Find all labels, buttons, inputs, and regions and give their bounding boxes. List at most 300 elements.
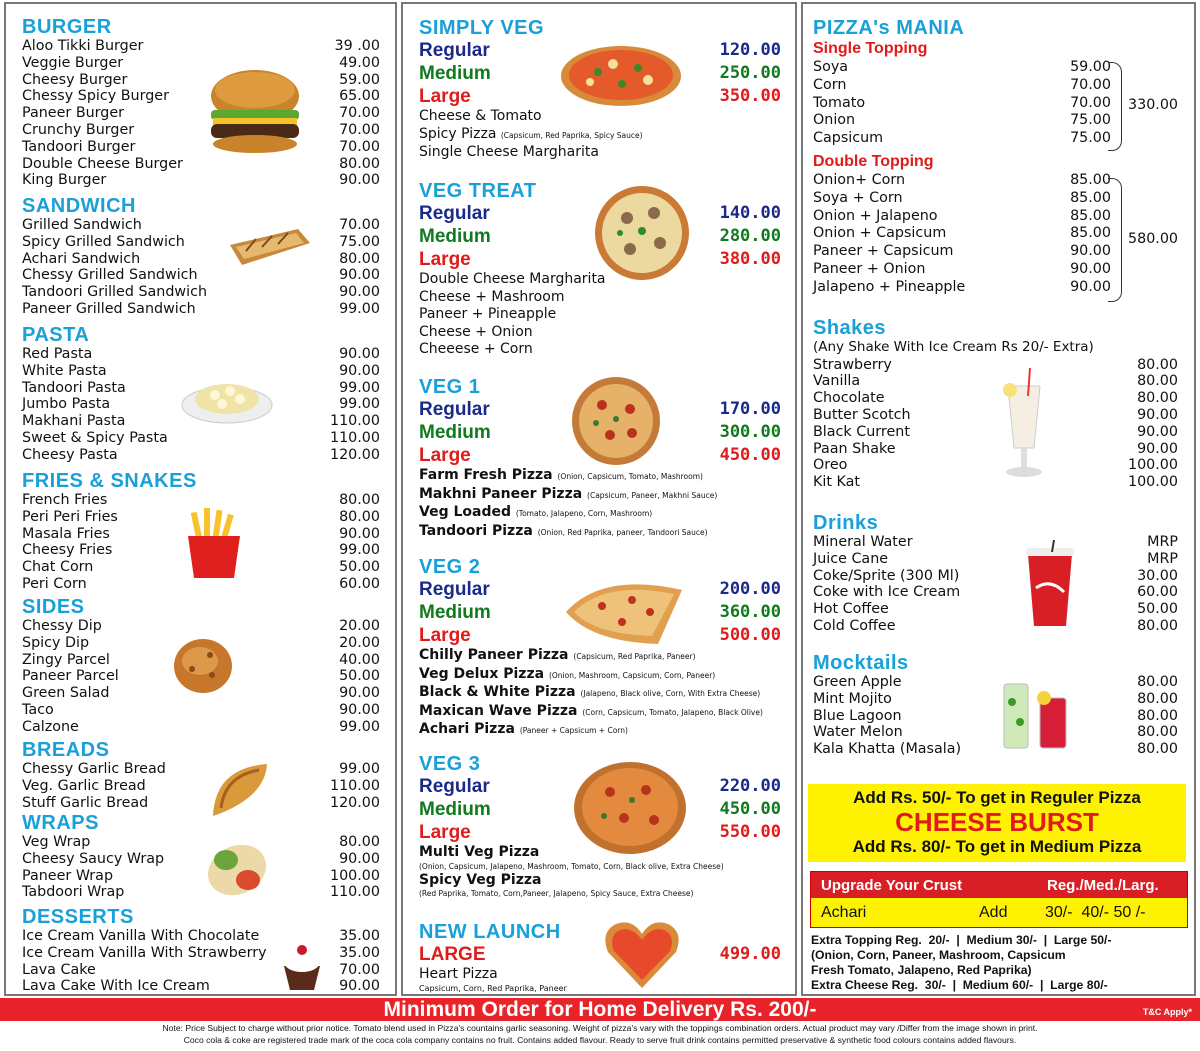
- topping-item: [813, 77, 1183, 95]
- pizza-image: [570, 375, 662, 467]
- item-name: Zingy Parcel: [22, 651, 110, 668]
- size-label: Large: [419, 822, 471, 843]
- list-item: [22, 447, 380, 464]
- item-price: 80.00: [1137, 390, 1178, 407]
- item-price: 80.00: [1137, 674, 1178, 690]
- extra-topping-info: [811, 933, 1191, 993]
- extra-cheese-prices: Extra Cheese Reg. 30/- | Medium 60/- | Large 80/-: [811, 978, 1108, 992]
- section-title: VEG 2: [419, 556, 481, 578]
- pizza-item: [419, 144, 781, 162]
- section-title: VEG TREAT: [419, 180, 537, 202]
- terms-apply-label: T&C Apply*: [1142, 1007, 1192, 1017]
- item-name: Tandoori Pasta: [22, 379, 126, 396]
- section-title: BREADS: [22, 739, 110, 761]
- footer-note: [0, 1022, 1200, 1046]
- pizza-name: Black & White Pizza: [419, 684, 576, 701]
- topping-price: 90.00: [1070, 278, 1111, 295]
- item-price: 100.00: [1127, 457, 1178, 474]
- section-wraps: [22, 812, 380, 901]
- item-price: 80.00: [1137, 741, 1178, 758]
- size-label: Regular: [419, 776, 490, 797]
- item-name: Lava Cake: [22, 961, 96, 978]
- pizza-item: [419, 324, 781, 342]
- item-name: Grilled Sandwich: [22, 217, 142, 233]
- pizza-ingredients: (Corn, Capsicum, Tomato, Jalapeno, Black Olive): [582, 707, 763, 717]
- single-topping-combo-price: 330.00: [1128, 97, 1179, 113]
- list-item: [813, 674, 1178, 691]
- pizza-name: Spicy Pizza: [419, 125, 497, 142]
- item-price: 120.00: [329, 446, 380, 463]
- item-price: 90.00: [1137, 440, 1178, 457]
- item-name: Mineral Water: [813, 534, 913, 550]
- list-item: [22, 284, 380, 301]
- item-price: 39 .00: [334, 38, 380, 54]
- item-price: 90.00: [339, 978, 380, 995]
- pizza-item: [419, 666, 781, 685]
- list-item: [22, 172, 380, 189]
- pizza-item: [419, 523, 781, 542]
- pizza-name: Cheese + Onion: [419, 323, 533, 340]
- section-burger: [22, 16, 380, 189]
- size-price: 360.00: [719, 602, 781, 622]
- pizza-image: [558, 42, 684, 110]
- section-title: Mocktails: [813, 652, 909, 674]
- pizza-name: Makhni Paneer Pizza: [419, 485, 583, 502]
- item-price: 75.00: [339, 233, 380, 250]
- new-launch-size-row: [419, 943, 781, 966]
- item-name: Taco: [22, 701, 54, 718]
- item-name: Veggie Burger: [22, 54, 124, 71]
- item-name: Stuff Garlic Bread: [22, 794, 149, 811]
- item-name: Juice Cane: [813, 550, 889, 567]
- pizza-item: [419, 872, 781, 900]
- item-price: 90.00: [339, 267, 380, 284]
- pizza-item: [419, 703, 781, 722]
- item-name: Heart Pizza: [419, 966, 498, 982]
- topping-name: Jalapeno + Pineapple: [813, 278, 966, 295]
- item-name: Cheesy Saucy Wrap: [22, 850, 165, 867]
- item-price: 120.00: [329, 794, 380, 811]
- burger-image: [205, 66, 305, 156]
- topping-price: 90.00: [1070, 260, 1111, 277]
- list-item: [813, 534, 1178, 551]
- size-label: LARGE: [419, 944, 486, 965]
- pizza-name: Veg Delux Pizza: [419, 665, 545, 682]
- item-price: 80.00: [1137, 617, 1178, 634]
- item-name: Blue Lagoon: [813, 707, 902, 724]
- item-name: Chat Corn: [22, 559, 94, 576]
- topping-name: Capsicum: [813, 130, 884, 147]
- item-name: Tabdoori Wrap: [22, 884, 125, 901]
- pizza-name: Single Cheese Margharita: [419, 144, 599, 161]
- crust-header-sizes: Reg./Med./Larg.: [1047, 876, 1159, 894]
- item-name: King Burger: [22, 172, 107, 189]
- list-item: [22, 105, 380, 122]
- size-price: 250.00: [719, 63, 781, 83]
- list-item: [22, 492, 380, 509]
- item-name: Red Pasta: [22, 346, 93, 362]
- pasta-image: [180, 373, 275, 425]
- list-item: [813, 691, 1178, 708]
- pizza-image: [572, 760, 688, 856]
- pizza-ingredients: (Onion, Red Paprika, paneer, Tandoori Sauce): [537, 527, 708, 537]
- list-item: [22, 156, 380, 173]
- size-price: 120.00: [719, 40, 781, 60]
- pizza-name: Veg Loaded: [419, 504, 511, 521]
- size-price: 350.00: [719, 86, 781, 106]
- pizza-name: Paneer + Pineapple: [419, 306, 557, 323]
- pizza-ingredients: (Tomato, Jalapeno, Corn, Mashroom): [515, 509, 653, 519]
- list-item: [22, 217, 380, 234]
- item-price: 50.00: [339, 559, 380, 576]
- size-price: 200.00: [719, 579, 781, 599]
- upgrade-crust-table: [810, 871, 1188, 928]
- item-price: 80.00: [1137, 707, 1178, 724]
- item-name: Mint Mojito: [813, 690, 892, 707]
- section-title: VEG 3: [419, 753, 481, 775]
- pizza-ingredients: (Onion, Mashroom, Capsicum, Corn, Paneer): [548, 670, 716, 680]
- extra-topping-list-2: Fresh Tomato, Jalapeno, Red Paprika): [811, 963, 1032, 977]
- item-price: 90.00: [339, 525, 380, 542]
- item-name: Coke with Ice Cream: [813, 584, 961, 601]
- list-item: [22, 88, 380, 105]
- size-label: Regular: [419, 399, 490, 420]
- list-item: [22, 55, 380, 72]
- size-label: Medium: [419, 602, 491, 623]
- item-price: 80.00: [1137, 724, 1178, 741]
- item-name: Peri Corn: [22, 575, 87, 592]
- item-price: MRP: [1147, 550, 1178, 567]
- section-title: DESSERTS: [22, 906, 134, 928]
- item-price: 40.00: [339, 651, 380, 668]
- list-item: [22, 778, 380, 795]
- extra-topping-prices: Extra Topping Reg. 20/- | Medium 30/- | Large 50/-: [811, 933, 1112, 947]
- fries-image: [186, 508, 242, 580]
- topping-item: [813, 208, 1183, 226]
- section-title: FRIES & SNAKES: [22, 470, 197, 492]
- crust-add-label: Add: [979, 903, 1008, 921]
- item-name: Paan Shake: [813, 440, 896, 457]
- size-label: Medium: [419, 226, 491, 247]
- item-price: 90.00: [339, 685, 380, 702]
- cheese-burst-regular-note: Add Rs. 50/- To get in Reguler Pizza: [853, 788, 1141, 807]
- section-title: BURGER: [22, 16, 112, 38]
- pizza-ingredients: (Red Paprika, Tomato, Corn,Paneer, Jalapeno, Spicy Sauce, Extra Cheese): [419, 889, 694, 899]
- list-item: [22, 962, 380, 979]
- topping-name: Onion + Jalapeno: [813, 207, 938, 224]
- pizza-item: [419, 647, 781, 666]
- item-price: 70.00: [339, 138, 380, 155]
- topping-name: Soya: [813, 59, 849, 75]
- minimum-order-banner: [0, 998, 1200, 1021]
- topping-item: [813, 279, 1183, 297]
- item-name: Spicy Grilled Sandwich: [22, 233, 185, 250]
- item-name: Cheesy Pasta: [22, 446, 118, 463]
- item-name: Lava Cake With Ice Cream: [22, 978, 210, 995]
- pizza-item: [419, 684, 781, 703]
- topping-price: 59.00: [1070, 59, 1111, 75]
- section-title: SANDWICH: [22, 195, 136, 217]
- pizza-item: [419, 126, 781, 145]
- section-mocktails: [813, 652, 1178, 758]
- item-price: 90.00: [1137, 423, 1178, 440]
- section-drinks: [813, 512, 1178, 635]
- item-price: 80.00: [339, 492, 380, 508]
- topping-item: [813, 172, 1183, 190]
- pizza-ingredients: (Onion, Capsicum, Jalapeno, Mashroom, Tomato, Corn, Black olive, Extra Cheese): [419, 861, 724, 871]
- item-name: Spicy Dip: [22, 634, 90, 651]
- item-price: 49.00: [339, 54, 380, 71]
- item-price: 110.00: [329, 429, 380, 446]
- item-price: 90.00: [339, 850, 380, 867]
- section-pizza-mania: [813, 17, 1183, 297]
- size-price: 500.00: [719, 625, 781, 645]
- lava-cake-image: [278, 940, 326, 992]
- pizza-name: Cheese & Tomato: [419, 108, 542, 124]
- item-name: Chessy Grilled Sandwich: [22, 267, 198, 284]
- pizza-name: Farm Fresh Pizza: [419, 467, 553, 483]
- shakes-note: (Any Shake With Ice Cream Rs 20/- Extra): [813, 339, 1094, 355]
- item-name: Cheesy Fries: [22, 542, 113, 559]
- section-title: WRAPS: [22, 812, 99, 834]
- list-item: [22, 719, 380, 736]
- topping-name: Onion + Capsicum: [813, 225, 947, 242]
- item-price: 70.00: [339, 105, 380, 122]
- item-price: 50.00: [339, 668, 380, 685]
- item-name: Chocolate: [813, 390, 885, 407]
- item-name: Black Current: [813, 423, 910, 440]
- size-price: 380.00: [719, 249, 781, 269]
- pizza-name: Multi Veg Pizza: [419, 844, 540, 860]
- topping-name: Onion: [813, 112, 856, 129]
- single-topping-brace: [1108, 62, 1122, 151]
- crust-row-achari: [811, 898, 1187, 927]
- list-item: [813, 568, 1178, 585]
- item-price: 99.00: [339, 396, 380, 413]
- item-name: Butter Scotch: [813, 406, 911, 423]
- pizza-name: Double Cheese Margharita: [419, 271, 606, 287]
- item-price: 80.00: [339, 834, 380, 850]
- crust-name: Achari: [821, 903, 867, 921]
- item-name: Green Apple: [813, 674, 902, 690]
- item-name: Chessy Spicy Burger: [22, 88, 169, 105]
- list-item: [22, 928, 380, 945]
- list-item: [813, 551, 1178, 568]
- item-name: Masala Fries: [22, 525, 110, 542]
- pizza-ingredients: (Jalapeno, Black olive, Corn, With Extra Cheese): [580, 689, 761, 699]
- pizza-ingredients: (Capsicum, Red Paprika, Spicy Sauce): [500, 130, 643, 140]
- footer-note-line-2: Coco cola & coke are registered trade mark of the coca cola company contains no fruit. Contains added flavour. Ready to serve fruit drink contains permitted preservative & synthetic food colours contains added flavours.: [183, 1035, 1017, 1045]
- list-item: [22, 72, 380, 89]
- list-item: [22, 761, 380, 778]
- section-title: SIMPLY VEG: [419, 17, 545, 39]
- item-name: Makhani Pasta: [22, 413, 126, 430]
- topping-item: [813, 130, 1183, 148]
- section-title: PIZZA's MANIA: [813, 17, 965, 39]
- topping-name: Tomato: [813, 94, 866, 111]
- list-item: [813, 724, 1178, 741]
- list-item: [813, 584, 1178, 601]
- double-topping-title: Double Topping: [813, 152, 934, 170]
- item-name: Veg. Garlic Bread: [22, 777, 146, 794]
- crust-prices: 30/- 40/- 50 /-: [1045, 903, 1146, 921]
- item-name: Crunchy Burger: [22, 121, 135, 138]
- item-price: 35.00: [339, 944, 380, 961]
- size-label: Large: [419, 445, 471, 466]
- pizza-item: [419, 289, 781, 307]
- item-price: 35.00: [339, 928, 380, 944]
- item-price: 90.00: [339, 701, 380, 718]
- parcel-image: [170, 633, 236, 699]
- item-price: 59.00: [339, 71, 380, 88]
- item-name: Paneer Grilled Sandwich: [22, 300, 196, 317]
- section-title: VEG 1: [419, 376, 481, 398]
- item-name: Chessy Garlic Bread: [22, 761, 166, 777]
- item-price: 110.00: [329, 777, 380, 794]
- cheese-burst-banner: [808, 784, 1186, 862]
- item-price: 99.00: [339, 761, 380, 777]
- size-label: Medium: [419, 63, 491, 84]
- pizza-name: Spicy Veg Pizza: [419, 871, 542, 888]
- section-title: SIDES: [22, 596, 85, 618]
- pizza-ingredients: (Capsicum, Paneer, Makhni Sauce): [587, 490, 718, 500]
- topping-item: [813, 59, 1183, 77]
- item-name: Double Cheese Burger: [22, 155, 183, 172]
- list-item: [22, 868, 380, 885]
- item-name: Tandoori Burger: [22, 138, 136, 155]
- item-price: 20.00: [339, 634, 380, 651]
- item-price: 80.00: [339, 155, 380, 172]
- item-price: 90.00: [339, 284, 380, 301]
- item-price: 50.00: [1137, 601, 1178, 618]
- item-name: Green Salad: [22, 685, 110, 702]
- list-item: [813, 601, 1178, 618]
- item-price: 99.00: [339, 300, 380, 317]
- item-price: 70.00: [339, 121, 380, 138]
- item-name: Water Melon: [813, 724, 903, 741]
- crust-header-label: Upgrade Your Crust: [821, 876, 963, 894]
- list-item: [22, 884, 380, 901]
- item-name: Jumbo Pasta: [22, 396, 111, 413]
- wrap-image: [202, 836, 272, 900]
- topping-name: Paneer + Capsicum: [813, 243, 954, 260]
- item-price: 20.00: [339, 618, 380, 634]
- topping-price: 85.00: [1070, 189, 1111, 206]
- item-name: Achari Sandwich: [22, 250, 141, 267]
- section-title: PASTA: [22, 324, 90, 346]
- list-item: [22, 267, 380, 284]
- pizza-ingredients: (Paneer + Capsicum + Corn): [519, 726, 628, 736]
- item-price: 60.00: [339, 575, 380, 592]
- garlic-bread-image: [205, 758, 275, 824]
- size-label: Medium: [419, 799, 491, 820]
- item-name: Peri Peri Fries: [22, 508, 118, 525]
- list-item: [22, 978, 380, 995]
- size-price: 220.00: [719, 776, 781, 796]
- list-item: [22, 945, 380, 962]
- sandwich-image: [226, 225, 312, 269]
- list-item: [22, 301, 380, 318]
- size-label: Regular: [419, 203, 490, 224]
- section-new-launch: [419, 921, 781, 994]
- topping-name: Paneer + Onion: [813, 260, 926, 277]
- item-price: 100.00: [1127, 474, 1178, 491]
- item-price: 80.00: [1137, 373, 1178, 390]
- item-name: White Pasta: [22, 362, 107, 379]
- item-name: Cold Coffee: [813, 617, 896, 634]
- item-price: 100.00: [329, 867, 380, 884]
- size-label: Large: [419, 86, 471, 107]
- item-price: 80.00: [1137, 690, 1178, 707]
- item-name: French Fries: [22, 492, 108, 508]
- item-name: Paneer Parcel: [22, 668, 119, 685]
- list-item: [22, 346, 380, 363]
- minimum-order-text: Minimum Order for Home Delivery Rs. 200/-: [383, 998, 817, 1021]
- list-item: [22, 702, 380, 719]
- item-price: 99.00: [339, 379, 380, 396]
- item-name: Tandoori Grilled Sandwich: [22, 284, 208, 301]
- item-name: Chessy Dip: [22, 618, 102, 634]
- size-price: 280.00: [719, 226, 781, 246]
- topping-price: 85.00: [1070, 171, 1111, 188]
- item-ingredients: Capsicum, Corn, Red Paprika, Paneer: [419, 983, 567, 993]
- item-price: 80.00: [339, 508, 380, 525]
- item-price: 99.00: [339, 542, 380, 559]
- pizza-item: [419, 467, 781, 486]
- section-breads: [22, 739, 380, 811]
- item-price: 60.00: [1137, 584, 1178, 601]
- pizza-name: Achari Pizza: [419, 721, 515, 738]
- topping-price: 90.00: [1070, 243, 1111, 260]
- pizza-name: Cheeese + Corn: [419, 341, 533, 358]
- size-label: Large: [419, 249, 471, 270]
- pizza-name: Maxican Wave Pizza: [419, 702, 578, 719]
- item-price: 30.00: [1137, 567, 1178, 584]
- item-price: 90.00: [339, 362, 380, 379]
- size-price: 550.00: [719, 822, 781, 842]
- size-price: 450.00: [719, 799, 781, 819]
- section-title: Shakes: [813, 317, 887, 339]
- list-item: [22, 139, 380, 156]
- pizza-item: [419, 306, 781, 324]
- item-price: 99.00: [339, 718, 380, 735]
- section-desserts: [22, 906, 380, 995]
- item-price: 90.00: [1137, 406, 1178, 423]
- topping-name: Onion+ Corn: [813, 171, 906, 188]
- list-item: [22, 234, 380, 251]
- topping-price: 75.00: [1070, 130, 1111, 147]
- topping-price: 70.00: [1070, 94, 1111, 111]
- item-name: Oreo: [813, 457, 848, 474]
- price: 499.00: [719, 944, 781, 964]
- topping-price: 85.00: [1070, 225, 1111, 242]
- extra-topping-list-1: (Onion, Corn, Paneer, Mashroom, Capsicum: [811, 948, 1066, 962]
- pizza-item: [419, 341, 781, 359]
- item-name: Strawberry: [813, 356, 892, 373]
- pizza-item: [419, 108, 781, 126]
- topping-name: Soya + Corn: [813, 189, 903, 206]
- section-sandwich: [22, 195, 380, 318]
- size-price: 170.00: [719, 399, 781, 419]
- topping-price: 85.00: [1070, 207, 1111, 224]
- list-item: [22, 251, 380, 268]
- item-price: 70.00: [339, 217, 380, 233]
- topping-item: [813, 112, 1183, 130]
- topping-item: [813, 190, 1183, 208]
- mocktail-glasses-image: [1000, 672, 1072, 752]
- pizza-ingredients: (Capsicum, Red Paprika, Paneer): [573, 652, 696, 661]
- pizza-item: [419, 721, 781, 740]
